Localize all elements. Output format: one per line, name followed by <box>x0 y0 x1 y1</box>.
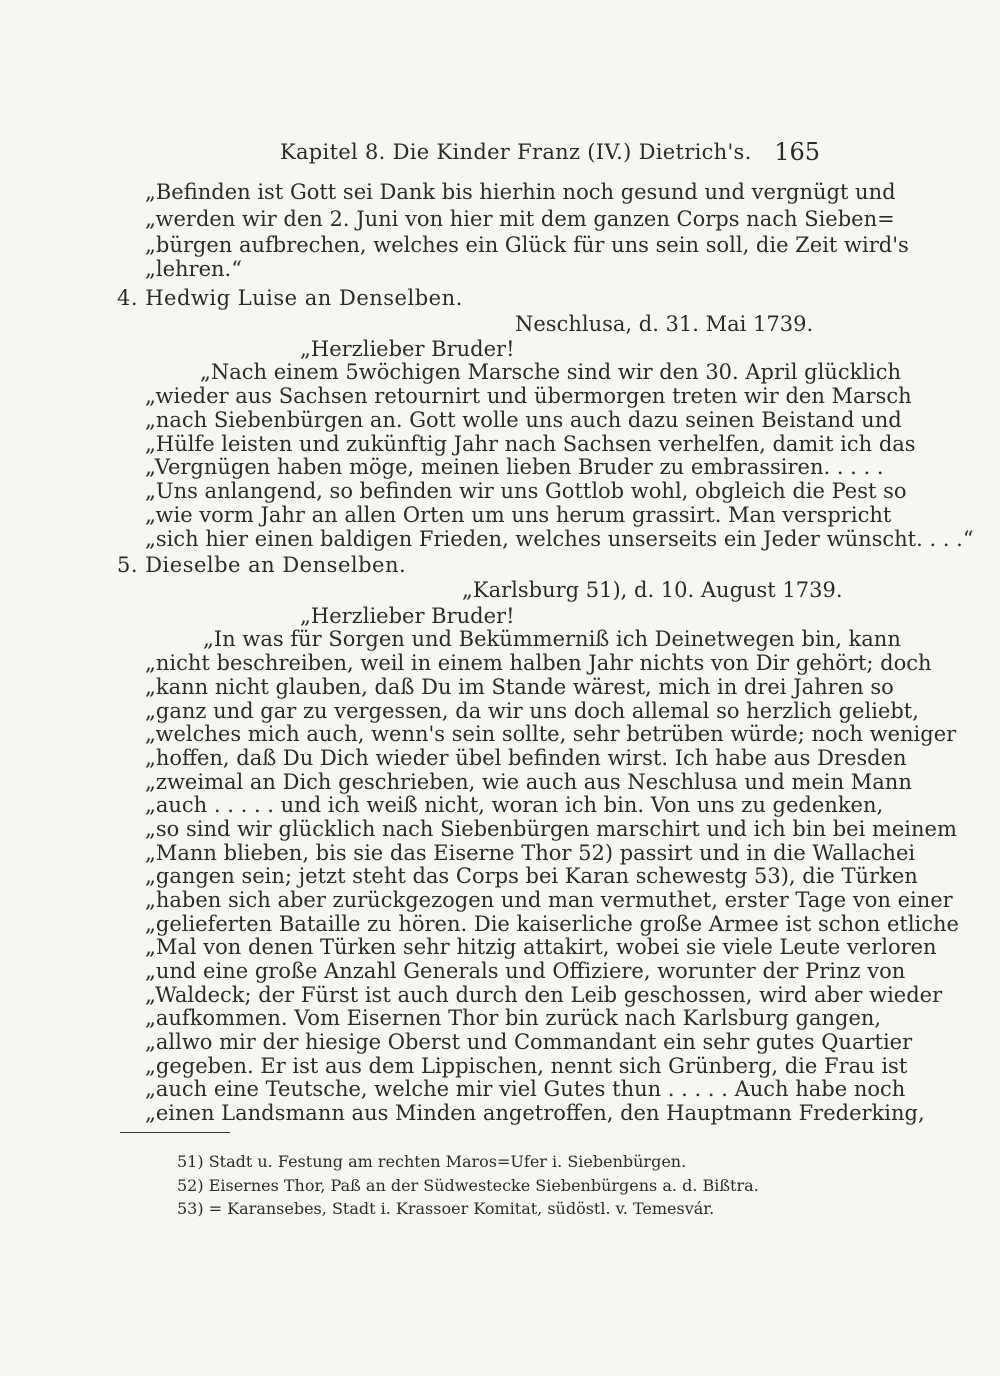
text-line: „Hülfe leisten und zukünftig Jahr nach Sachsen verhelfen, damit ich das <box>145 432 916 456</box>
text-line: „Befinden ist Gott sei Dank bis hierhin noch gesund und vergnügt und <box>145 180 896 204</box>
letter-dateline: Neschlusa, d. 31. Mai 1739. <box>515 312 814 336</box>
letter-salutation: „Herzlieber Bruder! <box>300 604 515 628</box>
text-line: „gangen sein; jetzt steht das Corps bei Karan schewestg 53), die Türken <box>145 864 918 888</box>
text-line: „gelieferten Bataille zu hören. Die kaiserliche große Armee ist schon etliche <box>145 912 959 936</box>
text-line: „werden wir den 2. Juni von hier mit dem ganzen Corps nach Sieben= <box>145 207 895 231</box>
text-line: „auch eine Teutsche, welche mir viel Gutes thun . . . . . Auch habe noch <box>145 1077 906 1101</box>
text-line: „kann nicht glauben, daß Du im Stande wärest, mich in drei Jahren so <box>145 675 894 699</box>
footnote: 52) Eisernes Thor, Paß an der Südwestecke Siebenbürgens a. d. Bißtra. <box>177 1176 759 1195</box>
footnote-divider <box>120 1132 230 1133</box>
text-line: „wie vorm Jahr an allen Orten um uns herum grassirt. Man verspricht <box>145 503 892 527</box>
text-line: „aufkommen. Vom Eisernen Thor bin zurück nach Karlsburg gangen, <box>145 1006 882 1030</box>
footnote: 51) Stadt u. Festung am rechten Maros=Ufer i. Siebenbürgen. <box>177 1152 687 1171</box>
text-line: „so sind wir glücklich nach Siebenbürgen marschirt und ich bin bei meinem <box>145 817 957 841</box>
text-line: „Waldeck; der Fürst ist auch durch den Leib geschossen, wird aber wieder <box>145 983 943 1007</box>
text-line: „Uns anlangend, so befinden wir uns Gottlob wohl, obgleich die Pest so <box>145 479 907 503</box>
text-line: „welches mich auch, wenn's sein sollte, sehr betrüben würde; noch weniger <box>145 722 957 746</box>
text-line: „ganz und gar zu vergessen, da wir uns doch allemal so herzlich geliebt, <box>145 699 919 723</box>
letter-salutation: „Herzlieber Bruder! <box>300 337 515 361</box>
text-line: „nicht beschreiben, weil in einem halben Jahr nichts von Dir gehört; doch <box>145 651 932 675</box>
text-line: „wieder aus Sachsen retournirt und übermorgen treten wir den Marsch <box>145 384 912 408</box>
text-line: „Mal von denen Türken sehr hitzig attakirt, wobei sie viele Leute verloren <box>145 935 937 959</box>
page-header <box>280 140 820 164</box>
letter-dateline: „Karlsburg 51), d. 10. August 1739. <box>462 578 843 602</box>
text-line: „Nach einem 5wöchigen Marsche sind wir den 30. April glücklich <box>200 360 902 384</box>
text-line: „In was für Sorgen und Bekümmerniß ich Deinetwegen bin, kann <box>203 627 901 651</box>
text-line: „haben sich aber zurückgezogen und man vermuthet, erster Tage von einer <box>145 888 953 912</box>
letter-heading: 5. Dieselbe an Denselben. <box>117 553 407 577</box>
text-line: „lehren.“ <box>145 257 242 281</box>
footnote: 53) = Karansebes, Stadt i. Krassoer Komitat, südöstl. v. Temesvár. <box>177 1199 715 1218</box>
text-line: „bürgen aufbrechen, welches ein Glück für uns sein soll, die Zeit wird's <box>145 233 909 257</box>
text-line: „gegeben. Er ist aus dem Lippischen, nennt sich Grünberg, die Frau ist <box>145 1054 908 1078</box>
text-line: „und eine große Anzahl Generals und Offiziere, worunter der Prinz von <box>145 959 906 983</box>
text-line: „Mann blieben, bis sie das Eiserne Thor 52) passirt und in die Wallachei <box>145 841 916 865</box>
letter-heading: 4. Hedwig Luise an Denselben. <box>117 286 463 310</box>
text-line: „hoffen, daß Du Dich wieder übel befinden wirst. Ich habe aus Dresden <box>145 746 907 770</box>
page-number: 165 <box>774 138 820 166</box>
text-line: „nach Siebenbürgen an. Gott wolle uns auch dazu seinen Beistand und <box>145 408 902 432</box>
text-line: „Vergnügen haben möge, meinen lieben Bruder zu embrassiren. . . . . <box>145 455 884 479</box>
text-line: „allwo mir der hiesige Oberst und Commandant ein sehr gutes Quartier <box>145 1030 913 1054</box>
text-line: „auch . . . . . und ich weiß nicht, woran ich bin. Von uns zu gedenken, <box>145 793 884 817</box>
text-line: „sich hier einen baldigen Frieden, welches unserseits ein Jeder wünscht. . . .“ <box>145 527 974 551</box>
running-title: Kapitel 8. Die Kinder Franz (IV.) Dietrich's. <box>280 140 752 164</box>
text-line: „zweimal an Dich geschrieben, wie auch aus Neschlusa und mein Mann <box>145 770 912 794</box>
text-line: „einen Landsmann aus Minden angetroffen, den Hauptmann Frederking, <box>145 1101 925 1125</box>
